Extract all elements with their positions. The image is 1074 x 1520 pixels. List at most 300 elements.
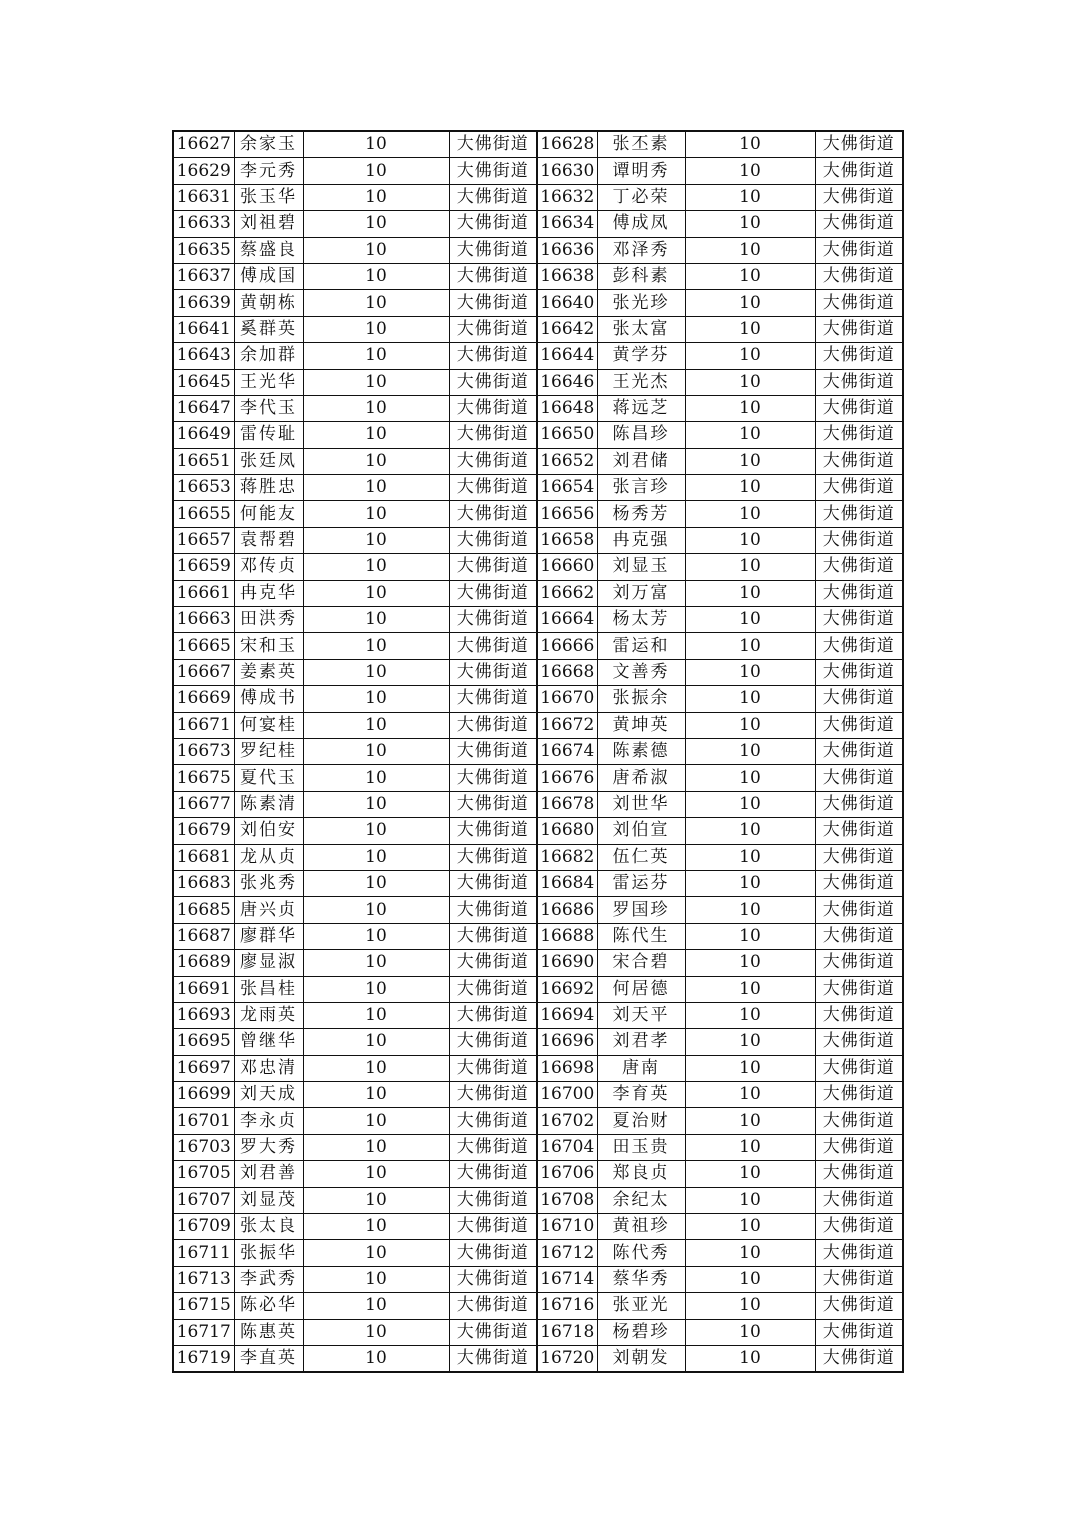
cell-street: 大佛街道 <box>815 316 903 342</box>
cell-name: 张振华 <box>234 1240 303 1266</box>
cell-name: 张太富 <box>597 316 685 342</box>
cell-name: 李育英 <box>597 1082 685 1108</box>
cell-name: 张振余 <box>597 686 685 712</box>
cell-amount: 10 <box>303 844 449 870</box>
cell-street: 大佛街道 <box>815 818 903 844</box>
cell-street: 大佛街道 <box>449 607 537 633</box>
cell-amount: 10 <box>303 1055 449 1081</box>
cell-amount: 10 <box>303 1002 449 1028</box>
table-row <box>173 818 903 844</box>
cell-number: 16685 <box>173 897 234 923</box>
cell-amount: 10 <box>303 343 449 369</box>
cell-street: 大佛街道 <box>815 580 903 606</box>
cell-amount: 10 <box>303 369 449 395</box>
cell-amount: 10 <box>685 1029 815 1055</box>
table-row <box>173 290 903 316</box>
cell-name: 陈必华 <box>234 1293 303 1319</box>
table-row <box>173 950 903 976</box>
cell-amount: 10 <box>685 263 815 289</box>
cell-street: 大佛街道 <box>449 950 537 976</box>
cell-name: 宋和玉 <box>234 633 303 659</box>
cell-amount: 10 <box>303 1029 449 1055</box>
table-row <box>173 923 903 949</box>
cell-amount: 10 <box>303 1266 449 1292</box>
cell-number: 16718 <box>537 1319 597 1345</box>
cell-amount: 10 <box>303 211 449 237</box>
cell-street: 大佛街道 <box>815 369 903 395</box>
cell-amount: 10 <box>685 1187 815 1213</box>
table-row <box>173 554 903 580</box>
cell-amount: 10 <box>685 211 815 237</box>
cell-street: 大佛街道 <box>449 448 537 474</box>
cell-amount: 10 <box>303 237 449 263</box>
cell-amount: 10 <box>685 475 815 501</box>
cell-number: 16716 <box>537 1293 597 1319</box>
cell-amount: 10 <box>303 1187 449 1213</box>
cell-name: 何宴桂 <box>234 712 303 738</box>
cell-number: 16659 <box>173 554 234 580</box>
cell-street: 大佛街道 <box>449 686 537 712</box>
cell-number: 16711 <box>173 1240 234 1266</box>
cell-number: 16679 <box>173 818 234 844</box>
cell-number: 16698 <box>537 1055 597 1081</box>
cell-street: 大佛街道 <box>815 923 903 949</box>
cell-name: 文善秀 <box>597 659 685 685</box>
cell-street: 大佛街道 <box>449 923 537 949</box>
cell-street: 大佛街道 <box>449 897 537 923</box>
cell-name: 余纪太 <box>597 1187 685 1213</box>
cell-street: 大佛街道 <box>815 686 903 712</box>
table-row <box>173 659 903 685</box>
cell-number: 16692 <box>537 976 597 1002</box>
cell-number: 16628 <box>537 131 597 158</box>
cell-amount: 10 <box>303 422 449 448</box>
cell-number: 16636 <box>537 237 597 263</box>
cell-street: 大佛街道 <box>449 158 537 184</box>
cell-name: 李永贞 <box>234 1108 303 1134</box>
cell-name: 雷运和 <box>597 633 685 659</box>
table-row <box>173 369 903 395</box>
cell-number: 16682 <box>537 844 597 870</box>
table-row <box>173 1029 903 1055</box>
cell-amount: 10 <box>685 131 815 158</box>
cell-number: 16642 <box>537 316 597 342</box>
cell-number: 16657 <box>173 527 234 553</box>
table-row <box>173 738 903 764</box>
table-row <box>173 1134 903 1160</box>
cell-street: 大佛街道 <box>815 765 903 791</box>
cell-street: 大佛街道 <box>449 712 537 738</box>
cell-number: 16697 <box>173 1055 234 1081</box>
cell-name: 傅成凤 <box>597 211 685 237</box>
cell-name: 余加群 <box>234 343 303 369</box>
cell-name: 陈昌珍 <box>597 422 685 448</box>
table-row <box>173 897 903 923</box>
cell-street: 大佛街道 <box>815 738 903 764</box>
cell-number: 16629 <box>173 158 234 184</box>
cell-street: 大佛街道 <box>815 1187 903 1213</box>
cell-amount: 10 <box>303 131 449 158</box>
cell-number: 16687 <box>173 923 234 949</box>
cell-name: 王光华 <box>234 369 303 395</box>
table-row <box>173 237 903 263</box>
cell-name: 罗纪桂 <box>234 738 303 764</box>
cell-amount: 10 <box>685 1002 815 1028</box>
cell-number: 16635 <box>173 237 234 263</box>
cell-number: 16675 <box>173 765 234 791</box>
cell-street: 大佛街道 <box>449 633 537 659</box>
table-row <box>173 686 903 712</box>
cell-number: 16637 <box>173 263 234 289</box>
cell-number: 16664 <box>537 607 597 633</box>
cell-number: 16646 <box>537 369 597 395</box>
cell-amount: 10 <box>685 1266 815 1292</box>
cell-street: 大佛街道 <box>449 844 537 870</box>
cell-street: 大佛街道 <box>449 475 537 501</box>
cell-number: 16641 <box>173 316 234 342</box>
cell-number: 16686 <box>537 897 597 923</box>
cell-amount: 10 <box>303 712 449 738</box>
cell-street: 大佛街道 <box>449 316 537 342</box>
cell-number: 16704 <box>537 1134 597 1160</box>
cell-amount: 10 <box>685 422 815 448</box>
cell-amount: 10 <box>685 633 815 659</box>
cell-number: 16717 <box>173 1319 234 1345</box>
cell-number: 16684 <box>537 870 597 896</box>
cell-amount: 10 <box>303 263 449 289</box>
cell-street: 大佛街道 <box>815 448 903 474</box>
cell-name: 李元秀 <box>234 158 303 184</box>
table-row <box>173 131 903 158</box>
cell-amount: 10 <box>685 1214 815 1240</box>
cell-name: 李直英 <box>234 1345 303 1372</box>
cell-name: 刘显茂 <box>234 1187 303 1213</box>
cell-number: 16632 <box>537 184 597 210</box>
cell-number: 16661 <box>173 580 234 606</box>
table-row <box>173 184 903 210</box>
cell-amount: 10 <box>303 1345 449 1372</box>
cell-number: 16631 <box>173 184 234 210</box>
cell-number: 16665 <box>173 633 234 659</box>
cell-amount: 10 <box>303 870 449 896</box>
cell-name: 张太良 <box>234 1214 303 1240</box>
cell-number: 16640 <box>537 290 597 316</box>
cell-number: 16714 <box>537 1266 597 1292</box>
cell-street: 大佛街道 <box>815 897 903 923</box>
cell-name: 冉克华 <box>234 580 303 606</box>
cell-amount: 10 <box>685 501 815 527</box>
cell-street: 大佛街道 <box>815 290 903 316</box>
cell-number: 16680 <box>537 818 597 844</box>
cell-amount: 10 <box>685 897 815 923</box>
cell-street: 大佛街道 <box>449 1002 537 1028</box>
cell-name: 田洪秀 <box>234 607 303 633</box>
cell-amount: 10 <box>685 870 815 896</box>
cell-name: 唐南 <box>597 1055 685 1081</box>
table-row <box>173 870 903 896</box>
cell-name: 蒋胜忠 <box>234 475 303 501</box>
cell-street: 大佛街道 <box>815 554 903 580</box>
cell-street: 大佛街道 <box>815 343 903 369</box>
cell-amount: 10 <box>303 448 449 474</box>
cell-name: 黄祖珍 <box>597 1214 685 1240</box>
cell-number: 16693 <box>173 1002 234 1028</box>
table-row <box>173 633 903 659</box>
cell-number: 16634 <box>537 211 597 237</box>
cell-name: 田玉贵 <box>597 1134 685 1160</box>
cell-name: 廖群华 <box>234 923 303 949</box>
cell-number: 16658 <box>537 527 597 553</box>
cell-amount: 10 <box>685 527 815 553</box>
cell-number: 16677 <box>173 791 234 817</box>
cell-street: 大佛街道 <box>449 870 537 896</box>
cell-amount: 10 <box>303 1161 449 1187</box>
cell-number: 16710 <box>537 1214 597 1240</box>
cell-name: 刘天成 <box>234 1082 303 1108</box>
cell-amount: 10 <box>303 1134 449 1160</box>
cell-street: 大佛街道 <box>449 184 537 210</box>
cell-number: 16701 <box>173 1108 234 1134</box>
cell-street: 大佛街道 <box>449 1266 537 1292</box>
cell-amount: 10 <box>685 290 815 316</box>
cell-name: 杨秀芳 <box>597 501 685 527</box>
cell-number: 16668 <box>537 659 597 685</box>
cell-street: 大佛街道 <box>815 1319 903 1345</box>
cell-amount: 10 <box>303 791 449 817</box>
cell-number: 16720 <box>537 1345 597 1372</box>
cell-street: 大佛街道 <box>815 633 903 659</box>
cell-street: 大佛街道 <box>449 554 537 580</box>
cell-amount: 10 <box>685 686 815 712</box>
cell-amount: 10 <box>303 316 449 342</box>
cell-amount: 10 <box>303 765 449 791</box>
table-row <box>173 1161 903 1187</box>
cell-amount: 10 <box>685 791 815 817</box>
cell-number: 16712 <box>537 1240 597 1266</box>
table-row <box>173 1345 903 1372</box>
table-row <box>173 1187 903 1213</box>
cell-name: 何能友 <box>234 501 303 527</box>
cell-number: 16690 <box>537 950 597 976</box>
cell-street: 大佛街道 <box>815 659 903 685</box>
table-row <box>173 765 903 791</box>
cell-name: 刘君储 <box>597 448 685 474</box>
cell-number: 16633 <box>173 211 234 237</box>
cell-name: 姜素英 <box>234 659 303 685</box>
cell-name: 郑良贞 <box>597 1161 685 1187</box>
cell-name: 刘万富 <box>597 580 685 606</box>
cell-number: 16683 <box>173 870 234 896</box>
table-row <box>173 475 903 501</box>
cell-amount: 10 <box>303 290 449 316</box>
cell-amount: 10 <box>685 659 815 685</box>
cell-number: 16627 <box>173 131 234 158</box>
cell-amount: 10 <box>303 738 449 764</box>
cell-amount: 10 <box>685 1319 815 1345</box>
cell-name: 王光杰 <box>597 369 685 395</box>
cell-amount: 10 <box>303 580 449 606</box>
cell-street: 大佛街道 <box>449 263 537 289</box>
cell-number: 16705 <box>173 1161 234 1187</box>
cell-street: 大佛街道 <box>449 131 537 158</box>
cell-street: 大佛街道 <box>815 844 903 870</box>
cell-name: 雷传耻 <box>234 422 303 448</box>
cell-amount: 10 <box>303 950 449 976</box>
cell-number: 16667 <box>173 659 234 685</box>
cell-name: 张昌桂 <box>234 976 303 1002</box>
table-row <box>173 1214 903 1240</box>
table-row <box>173 1108 903 1134</box>
cell-number: 16655 <box>173 501 234 527</box>
table-row <box>173 1082 903 1108</box>
roster-body <box>173 131 903 1372</box>
cell-street: 大佛街道 <box>449 1108 537 1134</box>
table-row <box>173 976 903 1002</box>
cell-number: 16652 <box>537 448 597 474</box>
cell-name: 张光珍 <box>597 290 685 316</box>
cell-name: 黄学芬 <box>597 343 685 369</box>
cell-amount: 10 <box>685 607 815 633</box>
cell-amount: 10 <box>303 1108 449 1134</box>
cell-number: 16695 <box>173 1029 234 1055</box>
cell-amount: 10 <box>685 1240 815 1266</box>
cell-name: 刘君善 <box>234 1161 303 1187</box>
cell-street: 大佛街道 <box>449 1161 537 1187</box>
cell-street: 大佛街道 <box>449 818 537 844</box>
cell-street: 大佛街道 <box>815 184 903 210</box>
cell-street: 大佛街道 <box>449 422 537 448</box>
cell-amount: 10 <box>303 818 449 844</box>
cell-number: 16694 <box>537 1002 597 1028</box>
cell-name: 张兆秀 <box>234 870 303 896</box>
table-row <box>173 343 903 369</box>
cell-name: 刘伯安 <box>234 818 303 844</box>
cell-name: 罗国珍 <box>597 897 685 923</box>
cell-amount: 10 <box>303 554 449 580</box>
cell-name: 唐希淑 <box>597 765 685 791</box>
cell-amount: 10 <box>303 1293 449 1319</box>
cell-street: 大佛街道 <box>815 475 903 501</box>
cell-name: 夏代玉 <box>234 765 303 791</box>
cell-name: 蔡盛良 <box>234 237 303 263</box>
cell-amount: 10 <box>685 712 815 738</box>
cell-number: 16672 <box>537 712 597 738</box>
cell-name: 蒋远芝 <box>597 395 685 421</box>
cell-name: 邓忠清 <box>234 1055 303 1081</box>
cell-street: 大佛街道 <box>815 1029 903 1055</box>
cell-street: 大佛街道 <box>815 791 903 817</box>
cell-number: 16663 <box>173 607 234 633</box>
cell-street: 大佛街道 <box>449 791 537 817</box>
cell-name: 黄坤英 <box>597 712 685 738</box>
cell-amount: 10 <box>685 554 815 580</box>
cell-amount: 10 <box>685 976 815 1002</box>
cell-name: 刘世华 <box>597 791 685 817</box>
cell-name: 张亚光 <box>597 1293 685 1319</box>
cell-name: 冉克强 <box>597 527 685 553</box>
cell-street: 大佛街道 <box>449 211 537 237</box>
cell-street: 大佛街道 <box>449 1319 537 1345</box>
cell-amount: 10 <box>303 1240 449 1266</box>
cell-number: 16706 <box>537 1161 597 1187</box>
cell-name: 张玉华 <box>234 184 303 210</box>
cell-number: 16702 <box>537 1108 597 1134</box>
cell-street: 大佛街道 <box>815 131 903 158</box>
cell-name: 刘显玉 <box>597 554 685 580</box>
cell-name: 陈惠英 <box>234 1319 303 1345</box>
cell-name: 彭科素 <box>597 263 685 289</box>
cell-street: 大佛街道 <box>815 263 903 289</box>
cell-amount: 10 <box>685 395 815 421</box>
cell-street: 大佛街道 <box>815 1240 903 1266</box>
cell-name: 奚群英 <box>234 316 303 342</box>
cell-street: 大佛街道 <box>815 211 903 237</box>
cell-street: 大佛街道 <box>815 1108 903 1134</box>
cell-name: 李代玉 <box>234 395 303 421</box>
cell-street: 大佛街道 <box>449 659 537 685</box>
cell-street: 大佛街道 <box>449 237 537 263</box>
cell-street: 大佛街道 <box>815 395 903 421</box>
cell-amount: 10 <box>303 976 449 1002</box>
cell-amount: 10 <box>303 897 449 923</box>
cell-street: 大佛街道 <box>449 1055 537 1081</box>
cell-amount: 10 <box>685 448 815 474</box>
cell-street: 大佛街道 <box>449 1082 537 1108</box>
cell-number: 16639 <box>173 290 234 316</box>
cell-amount: 10 <box>303 395 449 421</box>
cell-name: 傅成国 <box>234 263 303 289</box>
cell-name: 张言珍 <box>597 475 685 501</box>
cell-name: 李武秀 <box>234 1266 303 1292</box>
cell-street: 大佛街道 <box>815 422 903 448</box>
cell-street: 大佛街道 <box>815 1002 903 1028</box>
cell-name: 宋合碧 <box>597 950 685 976</box>
table-row <box>173 844 903 870</box>
cell-amount: 10 <box>685 1082 815 1108</box>
cell-amount: 10 <box>303 607 449 633</box>
cell-amount: 10 <box>685 1161 815 1187</box>
cell-number: 16670 <box>537 686 597 712</box>
cell-number: 16709 <box>173 1214 234 1240</box>
cell-amount: 10 <box>685 818 815 844</box>
cell-name: 刘朝发 <box>597 1345 685 1372</box>
table-row <box>173 1266 903 1292</box>
cell-name: 谭明秀 <box>597 158 685 184</box>
cell-number: 16688 <box>537 923 597 949</box>
cell-number: 16651 <box>173 448 234 474</box>
cell-street: 大佛街道 <box>815 1214 903 1240</box>
cell-street: 大佛街道 <box>815 976 903 1002</box>
cell-street: 大佛街道 <box>815 1134 903 1160</box>
cell-street: 大佛街道 <box>449 395 537 421</box>
cell-name: 傅成书 <box>234 686 303 712</box>
cell-amount: 10 <box>303 659 449 685</box>
cell-amount: 10 <box>685 316 815 342</box>
table-row <box>173 211 903 237</box>
cell-name: 邓传贞 <box>234 554 303 580</box>
cell-name: 陈代生 <box>597 923 685 949</box>
cell-name: 余家玉 <box>234 131 303 158</box>
cell-street: 大佛街道 <box>449 290 537 316</box>
table-row <box>173 580 903 606</box>
cell-street: 大佛街道 <box>449 501 537 527</box>
cell-street: 大佛街道 <box>815 870 903 896</box>
cell-name: 刘君孝 <box>597 1029 685 1055</box>
table-row <box>173 263 903 289</box>
cell-street: 大佛街道 <box>449 369 537 395</box>
cell-amount: 10 <box>303 158 449 184</box>
cell-amount: 10 <box>303 1319 449 1345</box>
